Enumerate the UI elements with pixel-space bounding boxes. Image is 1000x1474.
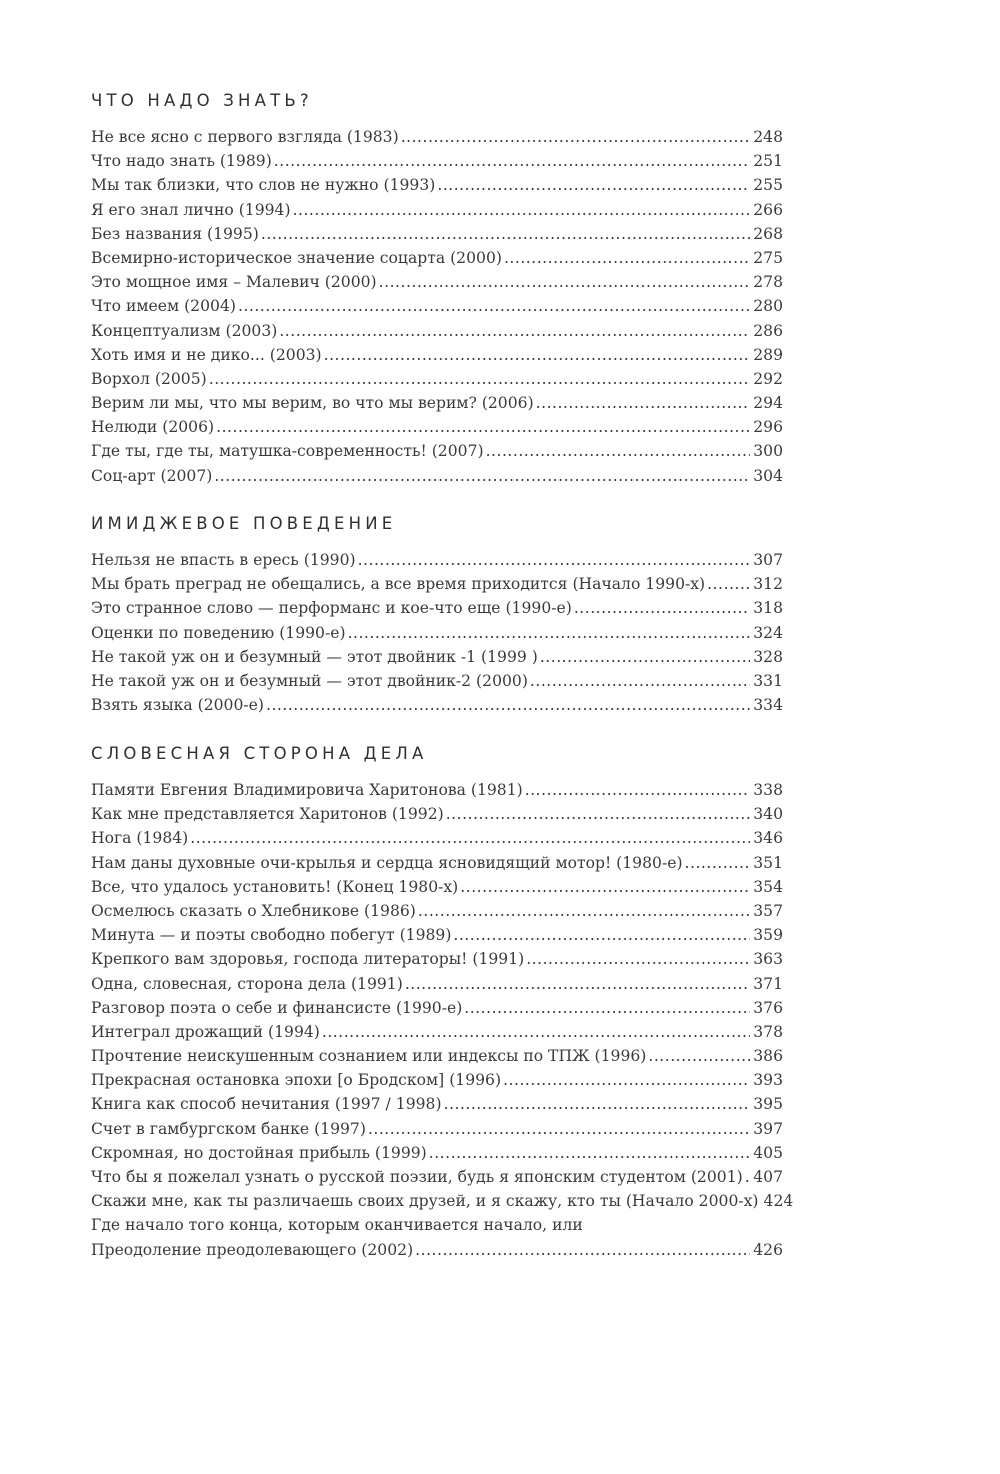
entry-page: 334 — [753, 696, 783, 715]
toc-entry[interactable] — [91, 947, 783, 971]
entry-title: Нам даны духовные очи-крылья и сердца ясновидящий мотор! (1980-е) — [91, 853, 683, 872]
entry-page: 266 — [753, 200, 783, 219]
section-title: СЛОВЕСНАЯ СТОРОНА ДЕЛА — [91, 744, 428, 763]
toc-entry[interactable] — [91, 1092, 783, 1116]
dot-leader — [574, 596, 750, 620]
dot-leader — [368, 1117, 750, 1141]
entry-title: Хоть имя и не дико... (2003) — [91, 345, 322, 364]
dot-leader — [525, 778, 751, 802]
dot-leader — [401, 125, 751, 149]
entry-title: Нога (1984) — [91, 829, 189, 848]
entry-title: Как мне представляется Харитонов (1992) — [91, 805, 444, 824]
toc-entry[interactable] — [91, 572, 783, 596]
entry-page: 292 — [753, 369, 783, 388]
entry-page: 312 — [753, 575, 783, 594]
dot-leader — [648, 1044, 750, 1068]
dot-leader — [261, 222, 750, 246]
toc-entry[interactable] — [91, 778, 783, 802]
entry-page: 371 — [753, 974, 783, 993]
entry-title: Счет в гамбургском банке (1997) — [91, 1119, 366, 1138]
entry-page: 351 — [753, 853, 783, 872]
entry-title: Что надо знать (1989) — [91, 152, 272, 171]
dot-leader — [348, 621, 751, 645]
toc-entry[interactable] — [91, 693, 783, 717]
entry-page: 376 — [753, 998, 783, 1017]
entry-page: 407 — [753, 1168, 783, 1186]
entry-title: Верим ли мы, что мы верим, во что мы верим? (2006) — [91, 394, 534, 413]
toc-entry[interactable] — [91, 596, 783, 620]
entry-title: Минута — и поэты свободно побегут (1989) — [91, 926, 452, 945]
dot-leader — [437, 173, 750, 197]
entry-title: Прочтение неискушенным сознанием или индексы по ТПЖ (1996) — [91, 1047, 647, 1066]
toc-entry[interactable] — [91, 173, 783, 197]
dot-leader — [453, 923, 750, 947]
entry-title: Книга как способ нечитания (1997 / 1998) — [91, 1095, 442, 1114]
toc-entry[interactable] — [91, 270, 783, 294]
dot-leader — [745, 1165, 751, 1189]
entry-title: Не все ясно с первого взгляда (1983) — [91, 128, 399, 146]
toc-entry[interactable] — [91, 899, 783, 923]
toc-section — [91, 512, 783, 717]
dot-leader — [540, 645, 750, 669]
dot-leader — [415, 1238, 750, 1262]
entry-page: 340 — [753, 805, 783, 824]
toc-entry[interactable] — [91, 464, 783, 488]
dot-leader — [266, 693, 750, 717]
entry-title: Нельзя не впасть в ересь (1990) — [91, 551, 356, 569]
entry-page: 275 — [753, 248, 783, 267]
dot-leader — [405, 972, 750, 996]
toc-entry[interactable] — [91, 1189, 794, 1213]
entry-page: 307 — [753, 551, 783, 569]
toc-entry[interactable] — [91, 198, 783, 222]
entry-title: Мы так близки, что слов не нужно (1993) — [91, 176, 436, 195]
entry-title: Крепкого вам здоровья, господа литераторы! (1991) — [91, 950, 525, 969]
dot-leader — [358, 548, 751, 572]
toc-entry[interactable] — [91, 149, 783, 173]
entry-title: Осмелюсь сказать о Хлебникове (1986) — [91, 901, 416, 920]
toc-entry[interactable] — [91, 222, 783, 246]
entry-title: Нелюди (2006) — [91, 418, 215, 437]
entry-page: 304 — [753, 466, 783, 485]
entry-title: Скажи мне, как ты различаешь своих друзей, и я скажу, кто ты (Начало 2000-х) — [91, 1192, 759, 1211]
entry-page: 300 — [753, 442, 783, 461]
toc-entry[interactable] — [91, 367, 783, 391]
entry-page: 359 — [753, 926, 783, 945]
entry-page: 324 — [753, 623, 783, 642]
toc-entry[interactable] — [91, 439, 783, 463]
dot-leader — [274, 149, 750, 173]
entry-page: 357 — [753, 901, 783, 920]
entry-title: Памяти Евгения Владимировича Харитонова (1981) — [91, 781, 523, 799]
toc-entry[interactable] — [91, 851, 783, 875]
dot-leader — [446, 802, 751, 826]
dot-leader — [503, 1068, 750, 1092]
entry-page: 248 — [753, 128, 783, 146]
entry-page: 328 — [753, 647, 783, 666]
entry-page: 278 — [753, 273, 783, 292]
toc-entry[interactable] — [91, 125, 783, 149]
toc-section — [91, 89, 783, 488]
entry-page: 354 — [753, 877, 783, 896]
dot-leader — [444, 1092, 751, 1116]
entry-page: 395 — [753, 1095, 783, 1114]
entry-page: 424 — [763, 1192, 794, 1211]
dot-leader — [322, 1020, 750, 1044]
entry-title: Всемирно-историческое значение соцарта (2000) — [91, 248, 502, 267]
entry-page: 331 — [753, 671, 783, 690]
dot-leader — [504, 246, 750, 270]
entry-list — [91, 778, 794, 1262]
entry-list — [91, 548, 783, 717]
toc-entry[interactable] — [91, 972, 783, 996]
entry-title: Что имеем (2004) — [91, 297, 236, 316]
entry-page: 386 — [753, 1047, 783, 1066]
entry-title: Ворхол (2005) — [91, 369, 207, 388]
entry-title: Преодоление преодолевающего (2002) — [91, 1240, 414, 1259]
toc-entry[interactable] — [91, 1044, 783, 1068]
toc-entry[interactable] — [91, 391, 783, 415]
toc-entry[interactable] — [91, 1213, 783, 1237]
entry-page: 363 — [753, 950, 783, 969]
toc-entry[interactable] — [91, 996, 783, 1020]
entry-page: 393 — [753, 1071, 783, 1090]
toc-entry[interactable] — [91, 802, 783, 826]
toc-entry[interactable] — [91, 415, 783, 439]
entry-page: 294 — [753, 394, 783, 413]
dot-leader — [464, 996, 750, 1020]
dot-leader — [209, 367, 751, 391]
toc-entry[interactable] — [91, 621, 783, 645]
entry-title: Взять языка (2000-е) — [91, 696, 264, 715]
toc-entry[interactable] — [91, 1238, 783, 1262]
section-title: ЧТО НАДО ЗНАТЬ? — [91, 91, 313, 110]
toc-entry[interactable] — [91, 826, 783, 850]
entry-title: Где начало того конца, которым оканчивается начало, или — [91, 1216, 583, 1235]
entry-title: Скромная, но достойная прибыль (1999) — [91, 1143, 427, 1162]
dot-leader — [460, 875, 750, 899]
toc-entry[interactable] — [91, 1141, 783, 1165]
entry-title: Концептуализм (2003) — [91, 321, 278, 340]
dot-leader — [238, 294, 750, 318]
entry-list — [91, 125, 783, 488]
dot-leader — [526, 947, 750, 971]
entry-page: 296 — [753, 418, 783, 437]
toc-entry[interactable] — [91, 319, 783, 343]
entry-title: Не такой уж он и безумный — этот двойник -1 (1999 ) — [91, 647, 538, 666]
entry-title: Это мощное имя – Малевич (2000) — [91, 273, 377, 292]
entry-title: Прекрасная остановка эпохи [о Бродском] (1996) — [91, 1071, 502, 1090]
entry-title: Не такой уж он и безумный — этот двойник-2 (2000) — [91, 671, 528, 690]
entry-page: 268 — [753, 224, 783, 243]
toc-entry[interactable] — [91, 875, 783, 899]
entry-page: 286 — [753, 321, 783, 340]
entry-page: 289 — [753, 345, 783, 364]
toc-entry[interactable] — [91, 343, 783, 367]
toc-entry[interactable] — [91, 548, 783, 572]
toc-entry[interactable] — [91, 294, 783, 318]
entry-title: Все, что удалось установить! (Конец 1980-х) — [91, 877, 459, 896]
dot-leader — [418, 899, 750, 923]
entry-title: Это странное слово — перформанс и кое-что еще (1990-е) — [91, 599, 572, 618]
entry-title: Оценки по поведению (1990-е) — [91, 623, 346, 642]
entry-title: Где ты, где ты, матушка-современность! (2007) — [91, 442, 484, 461]
dot-leader — [486, 439, 751, 463]
entry-title: Я его знал лично (1994) — [91, 200, 291, 219]
toc-entry[interactable] — [91, 1117, 783, 1141]
entry-page: 280 — [753, 297, 783, 316]
toc-entry[interactable] — [91, 645, 783, 669]
dot-leader — [214, 464, 750, 488]
dot-leader — [216, 415, 750, 439]
toc-section — [91, 742, 794, 1262]
dot-leader — [429, 1141, 750, 1165]
entry-page: 405 — [753, 1143, 783, 1162]
dot-leader — [379, 270, 751, 294]
dot-leader — [530, 669, 750, 693]
entry-title: Одна, словесная, сторона дела (1991) — [91, 974, 403, 993]
dot-leader — [324, 343, 751, 367]
dot-leader — [190, 826, 750, 850]
dot-leader — [536, 391, 751, 415]
dot-leader — [279, 319, 750, 343]
entry-page: 338 — [753, 781, 783, 799]
entry-page: 251 — [753, 152, 783, 171]
toc-entry[interactable] — [91, 1068, 783, 1092]
toc-entry[interactable] — [91, 1020, 783, 1044]
entry-title: Что бы я пожелал узнать о русской поэзии, будь я японским студентом (2001) — [91, 1168, 743, 1186]
dot-leader — [685, 851, 751, 875]
entry-title: Интеграл дрожащий (1994) — [91, 1022, 320, 1041]
toc-entry[interactable] — [91, 669, 783, 693]
entry-title: Разговор поэта о себе и финансисте (1990-е) — [91, 998, 463, 1017]
dot-leader — [707, 572, 750, 596]
entry-title: Без названия (1995) — [91, 224, 259, 243]
dot-leader — [293, 198, 751, 222]
toc-entry[interactable] — [91, 1165, 783, 1189]
entry-page: 397 — [753, 1119, 783, 1138]
entry-page: 255 — [753, 176, 783, 195]
entry-page: 318 — [753, 599, 783, 618]
entry-title: Соц-арт (2007) — [91, 466, 213, 485]
entry-page: 426 — [753, 1240, 783, 1259]
entry-page: 346 — [753, 829, 783, 848]
toc-entry[interactable] — [91, 923, 783, 947]
section-title: ИМИДЖЕВОЕ ПОВЕДЕНИЕ — [91, 514, 397, 533]
entry-page: 378 — [753, 1022, 783, 1041]
toc-entry[interactable] — [91, 246, 783, 270]
entry-title: Мы брать преград не обещались, а все время приходится (Начало 1990-х) — [91, 575, 706, 594]
